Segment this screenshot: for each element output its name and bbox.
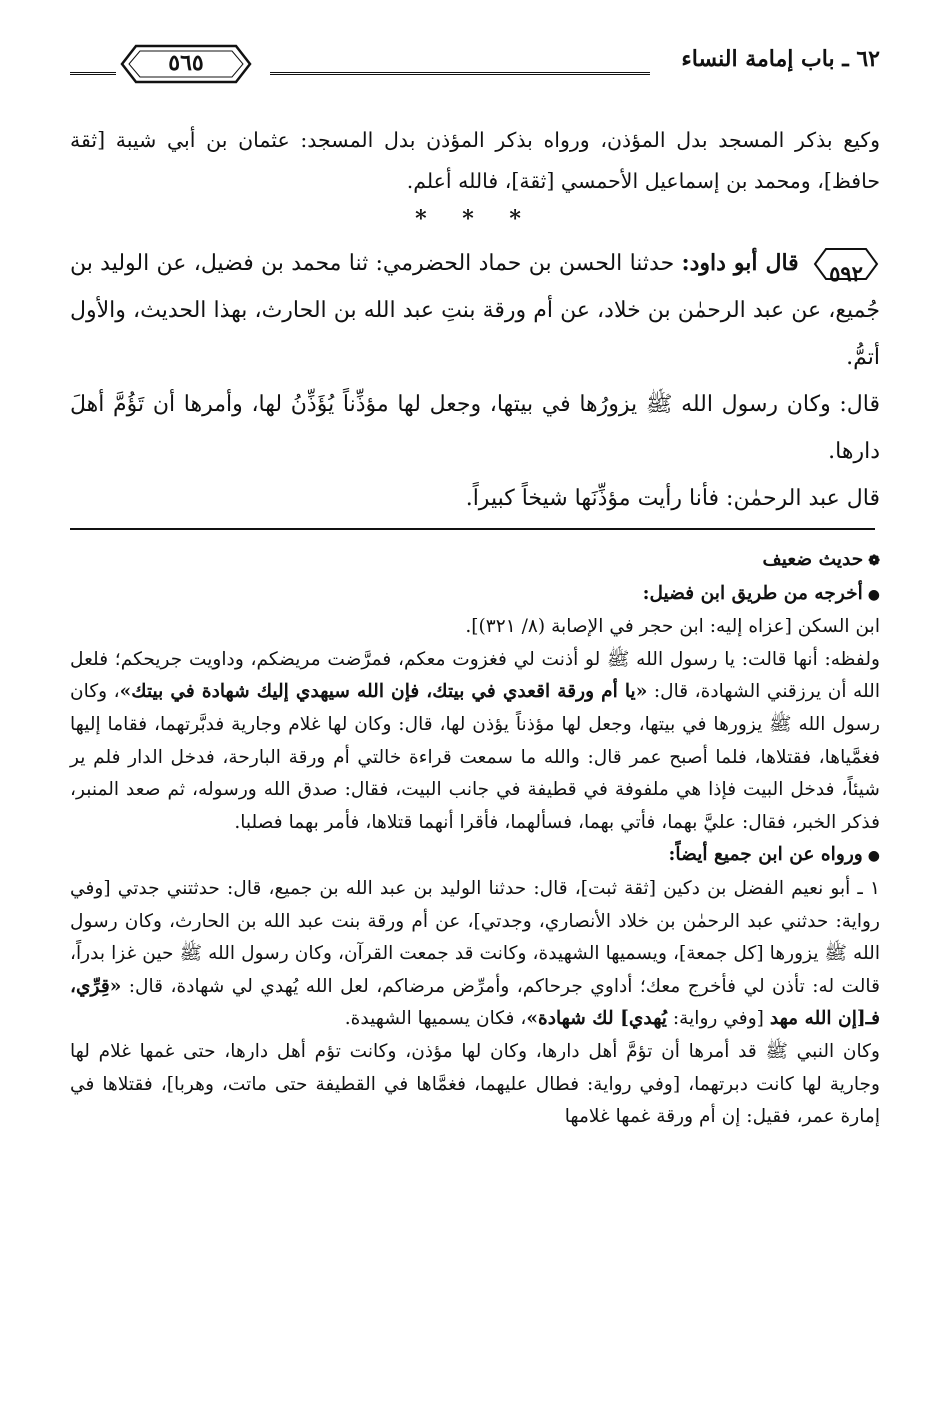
section-heading-label: ورواه عن ابن جميع أيضاً: (668, 844, 863, 866)
item-end: ، فكان يسميها الشهيدة. (344, 1008, 527, 1030)
main-text (70, 120, 880, 522)
quote-paragraph (70, 644, 880, 840)
page-number: ٥٦٥ (168, 50, 204, 76)
paragraph: وكيع بذكر المسجد بدل المؤذن، ورواه بذكر المؤذن بدل المسجد: عثمان بن أبي شيبة [ثقة حافظ]، ومحمد بن إسماعيل الأحمسي [ثقة]، فالله أعلم. (70, 128, 880, 193)
hadith-intro: قال أبو داود: (681, 250, 799, 276)
section-heading-label: أخرجه من طريق ابن فضيل: (642, 582, 863, 604)
header-rule (270, 72, 650, 75)
item-text: ١ ـ أبو نعيم الفضل بن دكين [ثقة ثبت]، قال: حدثنا الوليد بن عبد الله بن جميع، قال: حدثتني جدتي [وفي رواية: حدثني عبد الرحمٰن بن خلاد الأنصاري، وجدتي]، عن أم ورقة بنت عبد الله بن الحارث، وكان رسول الله ﷺ يزورها [كل جمعة]، ويسميها الشهيدة، وكانت قد جمعت القرآن، وكان رسول الله ﷺ حين غزا بدراً، قالت له: تأذن لي فأخرج معك؛ أداوي جرحاكم، وأمرِّض مرضاكم، لعل الله يُهدي لي شهادة، قال: (70, 877, 880, 997)
quote-lead: ولفظه: أنها قالت: يا رسول الله ﷺ لو أذنت لي فغزوت معكم، فمرَّضت مريضكم، وداويت جريحكم؛ فلعل الله أن يرزقني الشهادة، قال: (70, 648, 880, 703)
footnote-divider (70, 528, 875, 530)
numbered-item (70, 873, 880, 1036)
paragraph: قال عبد الرحمٰن: فأنا رأيت مؤذِّنَها شيخاً كبيراً. (465, 486, 880, 511)
quote-bold: «يا أم ورقة اقعدي في بيتك، فإن الله سيهدي إليك شهادة في بيتك» (119, 681, 648, 703)
item-bold: يُهدي] لك شهادة» (526, 1008, 667, 1030)
hadith-number-badge (812, 246, 880, 286)
paragraph: قال: وكان رسول الله ﷺ يزورُها في بيتها، وجعل لها مؤذِّناً يُؤَذِّنُ لها، وأمرها أن تَؤُمَّ أهلَ دارها. (70, 392, 880, 464)
header-rule-left (70, 72, 116, 75)
section-heading (70, 578, 880, 612)
hadith-paragraph (70, 240, 880, 381)
grade-label: حديث ضعيف (762, 549, 864, 570)
quote-rest: ، وكان رسول الله ﷺ يزورها في بيتها، وجعل لها مؤذناً يؤذن لها، قال: وكان لها غلام وجارية فدبَّرتهما، فقاما إليها فغمَّياها، فقتلاها، فلما أصبح عمر قال: والله ما سمعت قراءة خالتي أم ورقة البارحة، فدخل الدار فلم ير شيئاً، فدخل البيت فإذا هي ملفوفة في قطيفة في جانب البيت، فقال: صدق الله ورسوله، ثم صعد المنبر، فذكر الخبر، فقال: عليَّ بهما، فأتي بهما، فسألهما، فأقرا أنهما قتلاها، فأمر بهما فصلبا. (70, 681, 880, 833)
book-page (70, 0, 880, 1403)
chapter-title: ٦٢ ـ باب إمامة النساء (681, 46, 880, 72)
source-line: ابن السكن [عزاه إليه: ابن حجر في الإصابة (٨/ ٣٢١)]. (465, 616, 880, 638)
section-heading (70, 839, 880, 873)
bullet-icon: ● (867, 848, 880, 865)
hadith-number: ٥٩٢ (829, 261, 863, 286)
bullet-icon: ● (867, 586, 880, 603)
page-header (70, 40, 880, 120)
paragraph: وكان النبي ﷺ قد أمرها أن تؤمَّ أهل دارها، وكان لها مؤذن، وكانت تؤم أهل دارها، حتى غمها غلام لها وجارية لها كانت دبرتهما، [وفي رواية: فطال عليهما، فغمَّاها في القطيفة حتى ماتت، وهربا]، فقتلاها في إمارة عمر، فقيل: إن أم ورقة غمها غلامها (70, 1040, 880, 1128)
hadith-text: حدثنا الحسن بن حماد الحضرمي: ثنا محمد بن فضيل، عن الوليد بن جُميع، عن عبد الرحمٰن بن خلاد، عن أم ورقة بنتِ عبد الله بن الحارث، بهذا الحديث، والأول أتمُّ. (70, 251, 880, 370)
marker-icon: ❁ (868, 553, 880, 569)
stars-separator: * * * (415, 206, 535, 232)
page-number-ornament (116, 42, 256, 86)
grade-heading (70, 544, 880, 578)
item-bold: «قِرِّي، فـ[إن الله مهد (70, 975, 880, 1030)
item-plain: [وفي رواية: (666, 1008, 770, 1030)
commentary (70, 544, 880, 1134)
